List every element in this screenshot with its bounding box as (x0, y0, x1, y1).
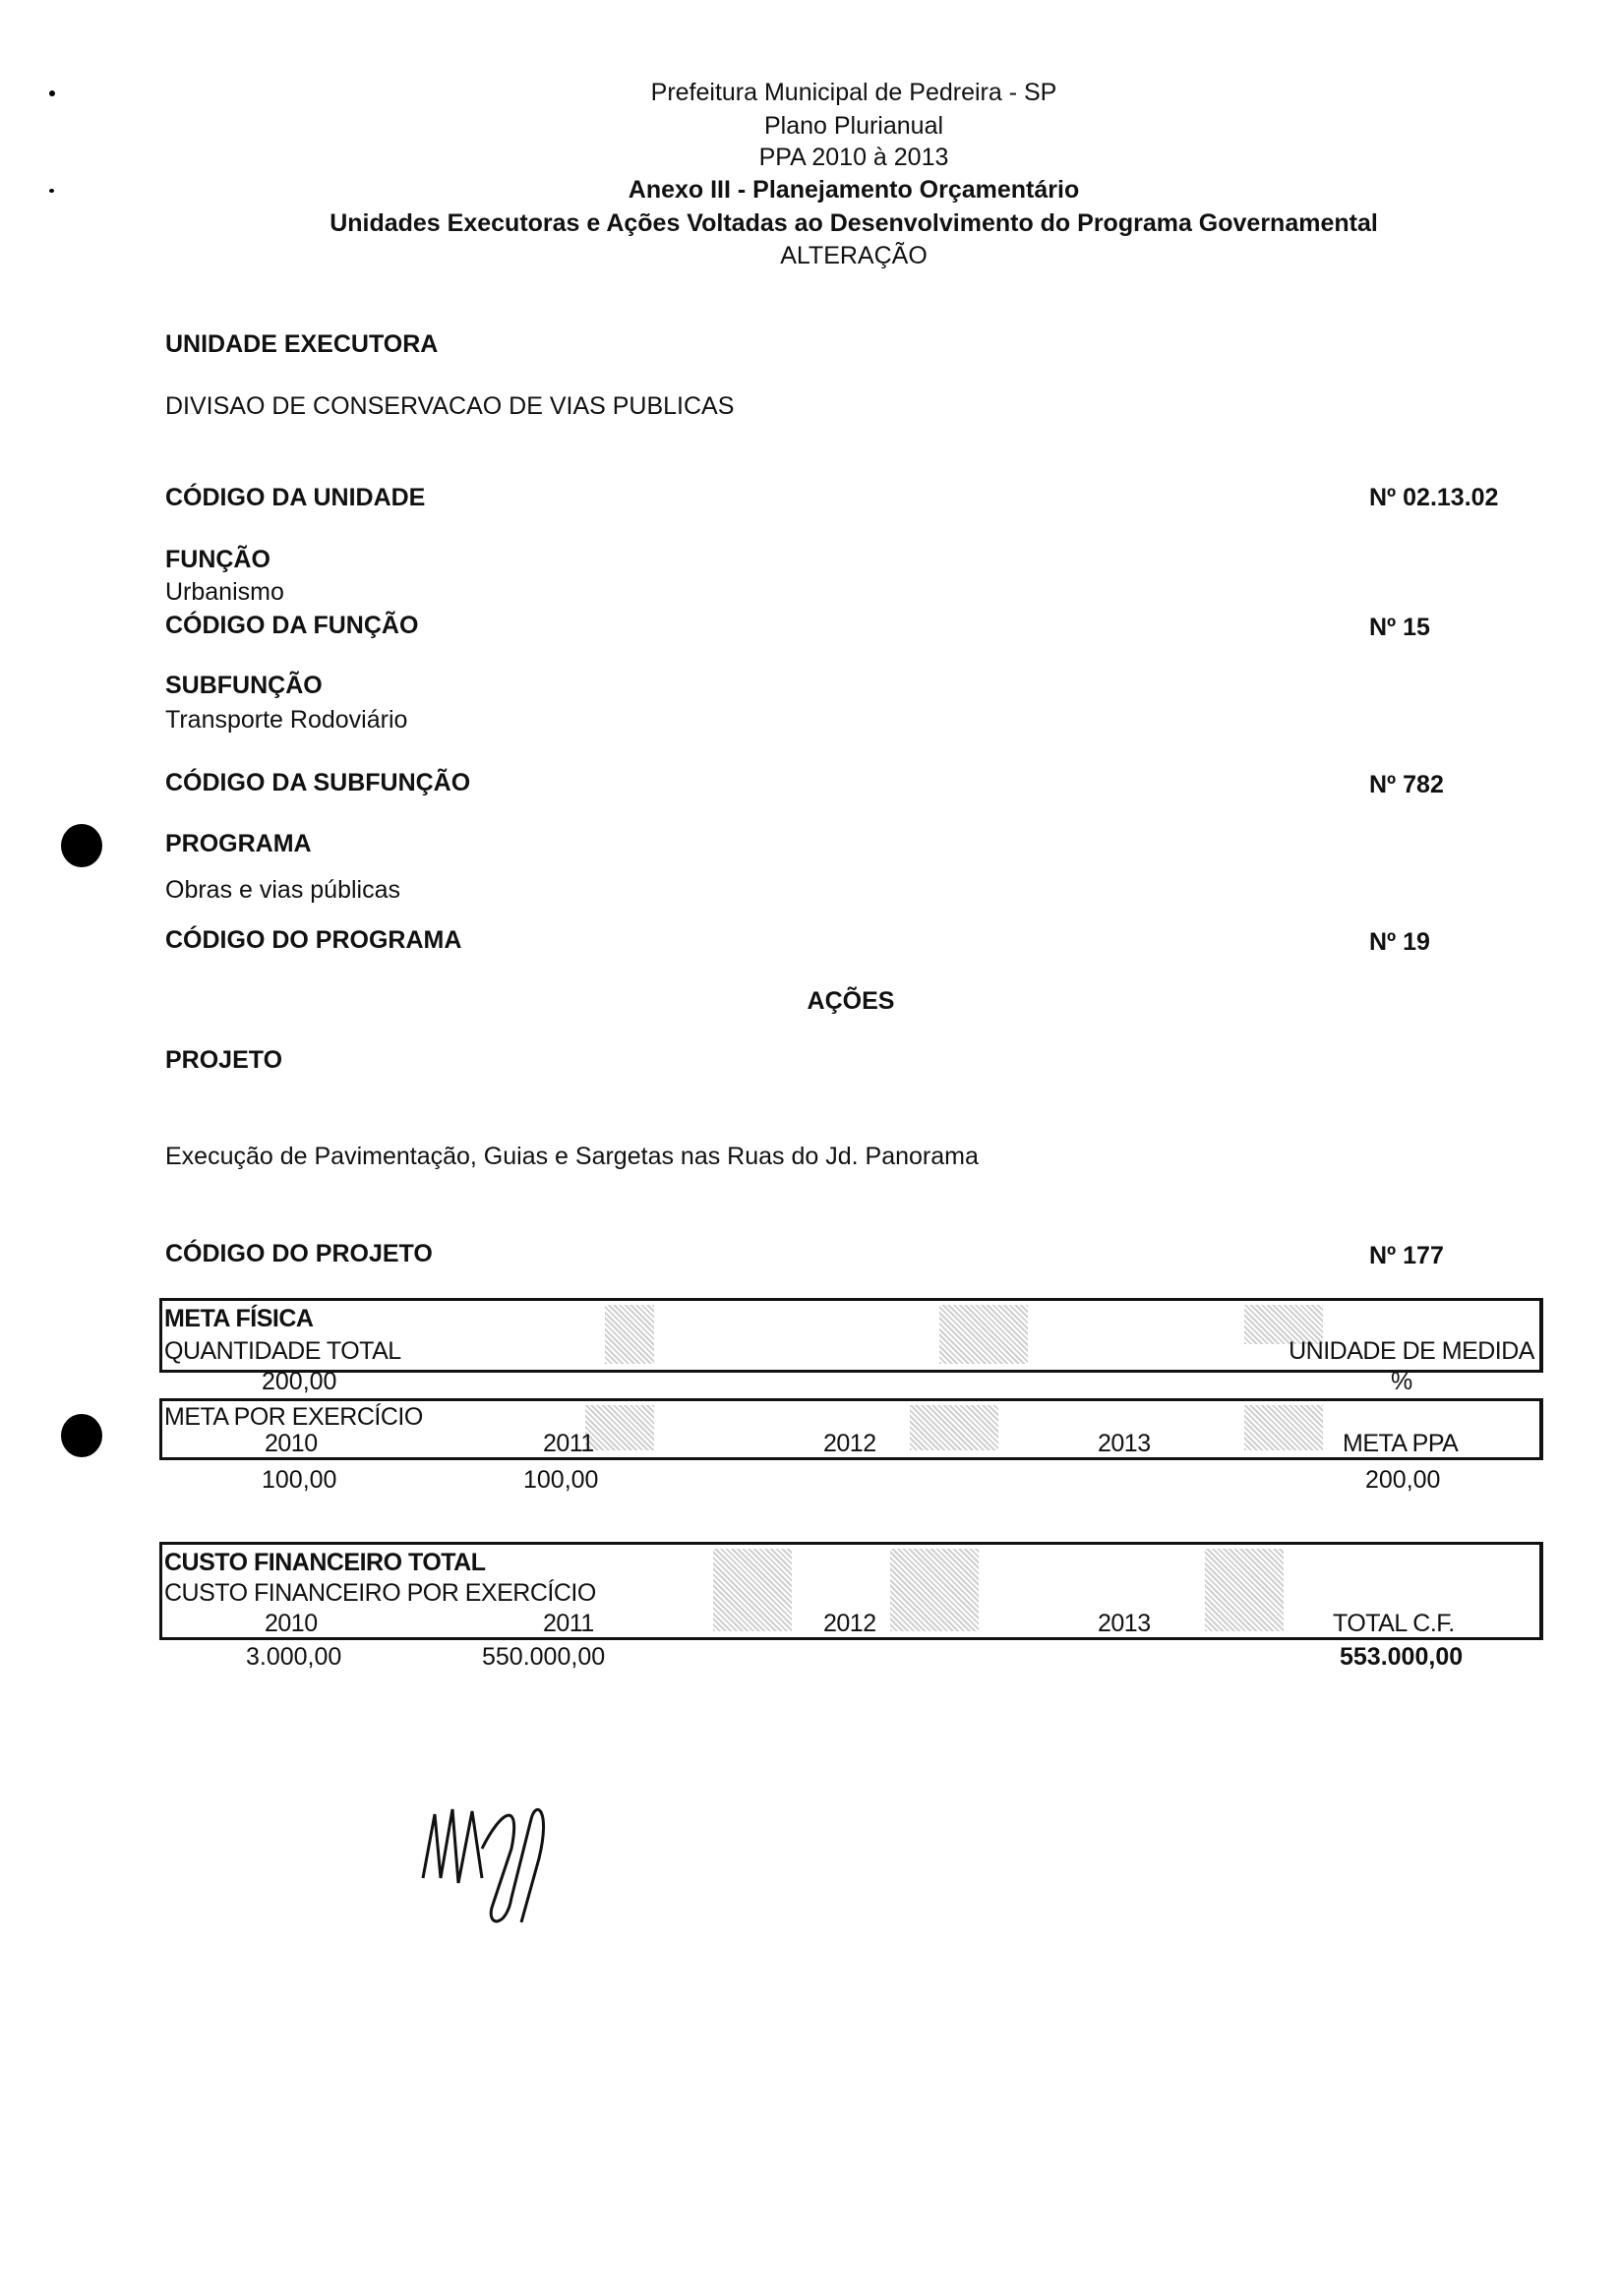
header-line: ALTERAÇÃO (780, 242, 928, 269)
funcao-value: Urbanismo (165, 578, 284, 606)
programa-label: PROGRAMA (165, 830, 312, 857)
custo-2010: 3.000,00 (246, 1643, 342, 1671)
custo-exercicio-title: CUSTO FINANCEIRO POR EXERCÍCIO (164, 1579, 596, 1607)
unidade-medida-label: UNIDADE DE MEDIDA (1289, 1337, 1534, 1365)
unidade-medida: % (1391, 1368, 1413, 1395)
year-2011: 2011 (543, 1610, 594, 1637)
acoes-heading: AÇÕES (807, 987, 895, 1015)
codigo-programa: Nº 19 (1369, 928, 1430, 956)
header-line: Plano Plurianual (763, 112, 944, 140)
programa-value: Obras e vias públicas (165, 876, 401, 904)
codigo-subfuncao: Nº 782 (1369, 771, 1444, 798)
codigo-funcao: Nº 15 (1369, 614, 1430, 641)
meta-ppa: 200,00 (1365, 1466, 1441, 1494)
meta-ppa-label: META PPA (1343, 1430, 1459, 1457)
projeto-value: Execução de Pavimentação, Guias e Sargetas nas Ruas do Jd. Panorama (165, 1143, 979, 1170)
scan-speck (49, 189, 54, 193)
codigo-subfuncao-label: CÓDIGO DA SUBFUNÇÃO (165, 769, 471, 796)
year-2012: 2012 (823, 1430, 876, 1457)
unidade-label: UNIDADE EXECUTORA (165, 330, 439, 358)
header-title: Anexo III - Planejamento Orçamentário (628, 176, 1080, 204)
unidade-value: DIVISAO DE CONSERVACAO DE VIAS PUBLICAS (165, 392, 735, 420)
year-2013: 2013 (1098, 1610, 1151, 1637)
meta-exercicio-title: META POR EXERCÍCIO (164, 1403, 423, 1431)
year-2010: 2010 (265, 1430, 318, 1457)
custo-2011: 550.000,00 (482, 1643, 606, 1671)
meta-2011: 100,00 (523, 1466, 599, 1494)
header-line: Prefeitura Municipal de Pedreira - SP (650, 79, 1057, 106)
year-2012: 2012 (823, 1610, 876, 1637)
quantidade-total: 200,00 (262, 1368, 337, 1395)
codigo-unidade-label: CÓDIGO DA UNIDADE (165, 484, 426, 511)
custo-total-title: CUSTO FINANCEIRO TOTAL (164, 1549, 486, 1576)
codigo-projeto: Nº 177 (1369, 1242, 1444, 1269)
projeto-label: PROJETO (165, 1046, 283, 1074)
meta-fisica-box (159, 1298, 1543, 1373)
meta-fisica-title: META FÍSICA (164, 1305, 314, 1332)
binder-hole (61, 824, 102, 867)
meta-2010: 100,00 (262, 1466, 337, 1494)
year-2011: 2011 (543, 1430, 594, 1457)
header-subtitle: Unidades Executoras e Ações Voltadas ao Desenvolvimento do Programa Governamental (330, 209, 1378, 237)
total-cf-label: TOTAL C.F. (1333, 1610, 1455, 1637)
year-2010: 2010 (265, 1610, 318, 1637)
codigo-projeto-label: CÓDIGO DO PROJETO (165, 1240, 433, 1267)
codigo-funcao-label: CÓDIGO DA FUNÇÃO (165, 612, 419, 639)
subfuncao-label: SUBFUNÇÃO (165, 672, 323, 699)
binder-hole (61, 1414, 102, 1457)
meta-exercicio-box (159, 1398, 1543, 1460)
quantidade-total-label: QUANTIDADE TOTAL (164, 1337, 401, 1365)
codigo-programa-label: CÓDIGO DO PROGRAMA (165, 926, 462, 954)
header-line: PPA 2010 à 2013 (758, 144, 949, 171)
custo-financeiro-box (159, 1542, 1543, 1640)
funcao-label: FUNÇÃO (165, 546, 270, 573)
year-2013: 2013 (1098, 1430, 1151, 1457)
custo-total: 553.000,00 (1340, 1643, 1464, 1671)
signature (413, 1790, 561, 1937)
subfuncao-value: Transporte Rodoviário (165, 706, 408, 734)
codigo-unidade: Nº 02.13.02 (1369, 484, 1499, 511)
scan-speck (49, 90, 55, 96)
